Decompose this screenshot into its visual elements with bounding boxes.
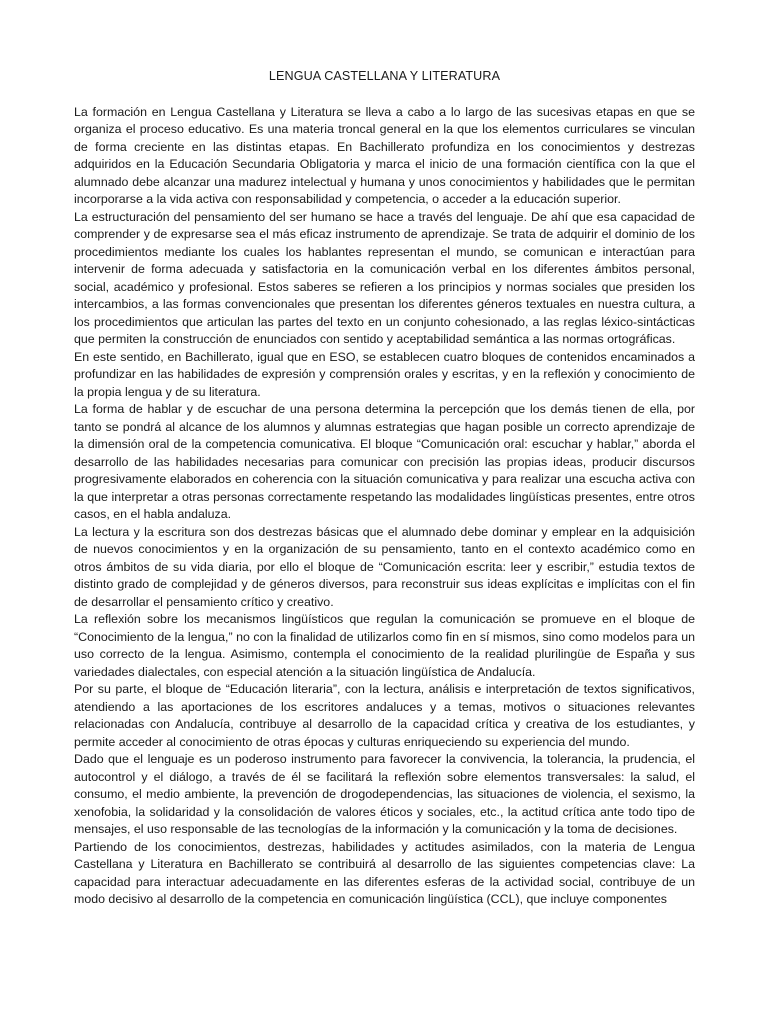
paragraph-intro: La formación en Lengua Castellana y Literatura se lleva a cabo a lo largo de las sucesivas etapas en que se organiza el proceso educativo. Es una materia troncal general en la que los elementos curriculares se vinculan de forma creciente en las distintas etapas. En Bachillerato profundiza en los conocimientos y destrezas adquiridos en la Educación Secundaria Obligatoria y marca el inicio de una formación científica con la que el alumnado debe alcanzar una madurez intelectual y humana y unos conocimientos y habilidades que le permitan incorporarse a la vida activa con responsabilidad y competencia, o acceder a la educación superior.: [74, 104, 695, 206]
paragraph-comunicacion-oral: La forma de hablar y de escuchar de una persona determina la percepción que los demás tienen de ella, por tanto se pondrá al alcance de los alumnos y alumnas estrategias que hagan posible un correcto aprendizaje de la dimensión oral de la competencia comunicativa. El bloque “Comunicación oral: escuchar y hablar,” aborda el desarrollo de las habilidades necesarias para comunicar con precisión las propias ideas, producir discursos progresivamente elaborados en coherencia con la situación comunicativa y para realizar una escucha activa con la que interpretar a otras personas correctamente respetando las modalidades lingüísticas presentes, entre otros casos, en el habla andaluza.: [74, 402, 695, 521]
paragraph-elementos-transversales: Dado que el lenguaje es un poderoso instrumento para favorecer la convivencia, la tolerancia, la prudencia, el autocontrol y el diálogo, a través de él se facilitará la reflexión sobre elementos transversales: la salud, el consumo, el medio ambiente, la prevención de drogodependencias, las situaciones de violencia, el sexismo, la xenofobia, la solidaridad y la consolidación de valores éticos y sociales, etc., la actitud crítica ante todo tipo de mensajes, el uso responsable de las tecnologías de la información y la comunicación y la toma de decisiones.: [74, 752, 695, 836]
paragraph-competencias-clave: Partiendo de los conocimientos, destrezas, habilidades y actitudes asimilados, con la materia de Lengua Castellana y Literatura en Bachillerato se contribuirá al desarrollo de las siguientes competencias clave: La capacidad para interactuar adecuadamente en las diferentes esferas de la actividad social, contribuye de un modo decisivo al desarrollo de la competencia en comunicación lingüística (CCL), que incluye componentes: [74, 839, 695, 906]
paragraph-pensamiento: La estructuración del pensamiento del ser humano se hace a través del lenguaje. De ahí que esa capacidad de comprender y de expresarse sea el más eficaz instrumento de aprendizaje. Se trata de adquirir el dominio de los procedimientos mediante los cuales los hablantes representan el mundo, se comunican e interactúan para intervenir de forma adecuada y satisfactoria en la comunicación verbal en los diferentes ámbitos personal, social, académico y profesional. Estos saberes se refieren a los principios y normas sociales que presiden los intercambios, a las formas convencionales que presentan los diferentes géneros textuales en nuestra cultura, a los procedimientos que articulan las partes del texto en un conjunto cohesionado, a las reglas léxico-sintácticas que permiten la construcción de enunciados con sentido y aceptabilidad semántica a las normas ortográficas.: [74, 209, 695, 346]
paragraph-educacion-literaria: Por su parte, el bloque de “Educación literaria”, con la lectura, análisis e interpretación de textos significativos, atendiendo a las aportaciones de los escritores andaluces y a temas, motivos o situaciones relevantes relacionadas con Andalucía, contribuye al desarrollo de la capacidad crítica y creativa de los estudiantes, y permite acceder al conocimiento de otras épocas y culturas enriqueciendo su experiencia del mundo.: [74, 682, 695, 749]
paragraph-bloques: En este sentido, en Bachillerato, igual que en ESO, se establecen cuatro bloques de contenidos encaminados a profundizar en las habilidades de expresión y comprensión orales y escritas, y en la reflexión y conocimiento de la propia lengua y de su literatura.: [74, 349, 695, 399]
paragraph-conocimiento-lengua: La reflexión sobre los mecanismos lingüísticos que regulan la comunicación se promueve en el bloque de “Conocimiento de la lengua,” no con la finalidad de utilizarlos como fin en sí mismos, sino como modelos para un uso correcto de la lengua. Asimismo, contempla el conocimiento de la realidad plurilingüe de España y sus variedades dialectales, con especial atención a la situación lingüística de Andalucía.: [74, 612, 695, 679]
document-title: LENGUA CASTELLANA Y LITERATURA: [268, 69, 501, 83]
paragraph-comunicacion-escrita: La lectura y la escritura son dos destrezas básicas que el alumnado debe dominar y emplear en la adquisición de nuevos conocimientos y en la organización de su pensamiento, tanto en el contexto académico como en otros ámbitos de su vida diaria, por ello el bloque de “Comunicación escrita: leer y escribir,” estudia textos de distinto grado de complejidad y de géneros diversos, para reconstruir sus ideas explícitas e implícitas con el fin de desarrollar el pensamiento crítico y creativo.: [74, 524, 695, 609]
